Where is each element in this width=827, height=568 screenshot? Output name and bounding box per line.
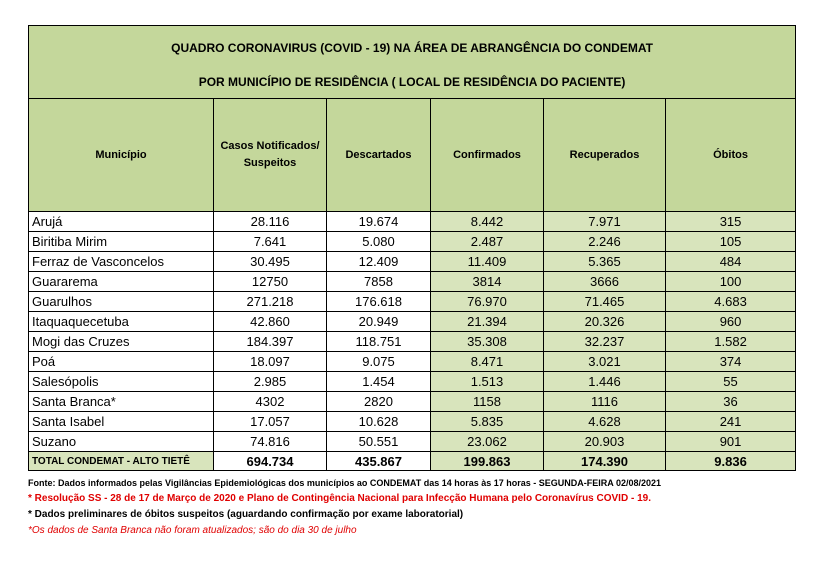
cell-confirmados: 11.409 (431, 252, 544, 272)
cell-confirmados: 76.970 (431, 292, 544, 312)
cell-confirmados: 23.062 (431, 432, 544, 452)
cell-confirmados: 5.835 (431, 412, 544, 432)
cell-confirmados: 2.487 (431, 232, 544, 252)
cell-recuperados: 3.021 (544, 352, 666, 372)
cell-municipio: Ferraz de Vasconcelos (29, 252, 214, 272)
table-row (29, 212, 796, 232)
table-row (29, 432, 796, 452)
cell-descartados: 50.551 (327, 432, 431, 452)
cell-descartados: 10.628 (327, 412, 431, 432)
cell-descartados: 12.409 (327, 252, 431, 272)
cell-obitos: 960 (666, 312, 796, 332)
cell-obitos: 241 (666, 412, 796, 432)
cell-recuperados: 2.246 (544, 232, 666, 252)
total-obitos: 9.836 (666, 452, 796, 471)
cell-confirmados: 8.442 (431, 212, 544, 232)
cell-obitos: 55 (666, 372, 796, 392)
cell-descartados: 118.751 (327, 332, 431, 352)
cell-descartados: 1.454 (327, 372, 431, 392)
cell-municipio: Poá (29, 352, 214, 372)
cell-casos: 12750 (214, 272, 327, 292)
cell-obitos: 901 (666, 432, 796, 452)
cell-municipio: Biritiba Mirim (29, 232, 214, 252)
cell-descartados: 9.075 (327, 352, 431, 372)
total-confirmados: 199.863 (431, 452, 544, 471)
cell-municipio: Guarulhos (29, 292, 214, 312)
cell-confirmados: 1158 (431, 392, 544, 412)
total-row (29, 452, 796, 471)
table-row (29, 332, 796, 352)
table-row (29, 392, 796, 412)
header-descartados: Descartados (327, 99, 431, 212)
cell-casos: 28.116 (214, 212, 327, 232)
cell-descartados: 2820 (327, 392, 431, 412)
table-row (29, 412, 796, 432)
cell-recuperados: 3666 (544, 272, 666, 292)
cell-recuperados: 32.237 (544, 332, 666, 352)
cell-obitos: 36 (666, 392, 796, 412)
cell-casos: 271.218 (214, 292, 327, 312)
total-label: TOTAL CONDEMAT - ALTO TIETÊ (29, 452, 214, 471)
cell-obitos: 374 (666, 352, 796, 372)
table-body (29, 212, 796, 452)
cell-recuperados: 71.465 (544, 292, 666, 312)
note-resolucao: * Resolução SS - 28 de 17 de Março de 2020 e Plano de Contingência Nacional para Infecção Humana pelo Coronavírus COVID - 19. (28, 493, 651, 504)
cell-recuperados: 5.365 (544, 252, 666, 272)
cell-confirmados: 21.394 (431, 312, 544, 332)
cell-obitos: 315 (666, 212, 796, 232)
cell-confirmados: 8.471 (431, 352, 544, 372)
cell-obitos: 1.582 (666, 332, 796, 352)
cell-recuperados: 20.903 (544, 432, 666, 452)
cell-obitos: 100 (666, 272, 796, 292)
cell-confirmados: 3814 (431, 272, 544, 292)
cell-municipio: Suzano (29, 432, 214, 452)
cell-municipio: Guararema (29, 272, 214, 292)
cell-casos: 2.985 (214, 372, 327, 392)
cell-casos: 17.057 (214, 412, 327, 432)
title-line-2: POR MUNICÍPIO DE RESIDÊNCIA ( LOCAL DE RESIDÊNCIA DO PACIENTE) (198, 75, 626, 89)
cell-recuperados: 1.446 (544, 372, 666, 392)
cell-municipio: Santa Isabel (29, 412, 214, 432)
cell-descartados: 5.080 (327, 232, 431, 252)
cell-casos: 7.641 (214, 232, 327, 252)
cell-casos: 4302 (214, 392, 327, 412)
cell-descartados: 19.674 (327, 212, 431, 232)
header-recuperados: Recuperados (544, 99, 666, 212)
cell-confirmados: 1.513 (431, 372, 544, 392)
cell-confirmados: 35.308 (431, 332, 544, 352)
cell-municipio: Arujá (29, 212, 214, 232)
cell-municipio: Itaquaquecetuba (29, 312, 214, 332)
cell-casos: 184.397 (214, 332, 327, 352)
total-recuperados: 174.390 (544, 452, 666, 471)
cell-casos: 74.816 (214, 432, 327, 452)
note-santa-branca: *Os dados de Santa Branca não foram atualizados; são do dia 30 de julho (28, 525, 357, 536)
table-row (29, 272, 796, 292)
header-casos: Casos Notificados/ Suspeitos (214, 99, 327, 212)
covid-report-sheet (28, 25, 795, 539)
cell-municipio: Salesópolis (29, 372, 214, 392)
note-preliminares: * Dados preliminares de óbitos suspeitos (aguardando confirmação por exame laboratorial) (28, 509, 464, 520)
cell-casos: 18.097 (214, 352, 327, 372)
cell-obitos: 484 (666, 252, 796, 272)
title-line-1: QUADRO CORONAVIRUS (COVID - 19) NA ÁREA DE ABRANGÊNCIA DO CONDEMAT (171, 41, 653, 55)
cell-descartados: 7858 (327, 272, 431, 292)
total-descartados: 435.867 (327, 452, 431, 471)
cell-recuperados: 4.628 (544, 412, 666, 432)
header-obitos: Óbitos (666, 99, 796, 212)
table-row (29, 292, 796, 312)
cell-casos: 42.860 (214, 312, 327, 332)
header-municipio: Município (29, 99, 214, 212)
cell-obitos: 105 (666, 232, 796, 252)
cell-descartados: 20.949 (327, 312, 431, 332)
cell-casos: 30.495 (214, 252, 327, 272)
footnotes (28, 475, 795, 539)
cell-municipio: Santa Branca* (29, 392, 214, 412)
note-fonte: Fonte: Dados informados pelas Vigilâncias Epidemiológicas dos municípios ao CONDEMAT das 14 horas às 17 horas - SEGUNDA-FEIRA 02/08/2021 (28, 478, 662, 488)
table-row (29, 372, 796, 392)
table-title (29, 26, 796, 99)
cell-recuperados: 1116 (544, 392, 666, 412)
cell-descartados: 176.618 (327, 292, 431, 312)
cell-municipio: Mogi das Cruzes (29, 332, 214, 352)
table-row (29, 232, 796, 252)
cell-recuperados: 20.326 (544, 312, 666, 332)
header-row (29, 99, 796, 212)
cell-obitos: 4.683 (666, 292, 796, 312)
table-row (29, 352, 796, 372)
total-casos: 694.734 (214, 452, 327, 471)
table-row (29, 312, 796, 332)
table-row (29, 252, 796, 272)
covid-table (28, 25, 796, 471)
header-confirmados: Confirmados (431, 99, 544, 212)
cell-recuperados: 7.971 (544, 212, 666, 232)
